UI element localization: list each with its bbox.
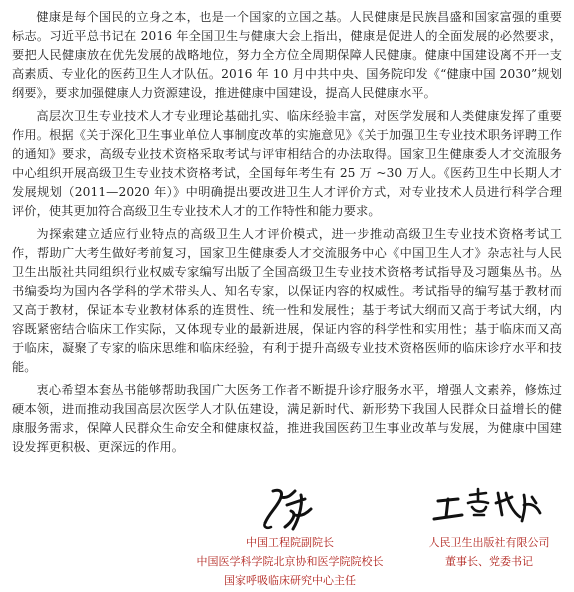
left-title-3: 国家呼吸临床研究中心主任 (224, 574, 356, 587)
paragraph: 衷心希望本套丛书能够帮助我国广大医务工作者不断提升诊疗服务水平，增强人文素养，修炼过硬本领，进而推动我国高层次医学人才队伍建设，满足新时代、新形势下我国人民群众日益增长的健康服务需求，保障人民群众生命安全和健康权益，推进我国医药卫生事业改革与发展，为健康中国建设发挥更积极、更深远的作用。 (12, 383, 562, 454)
handwritten-signature-right (424, 483, 554, 533)
paragraph: 高层次卫生专业技术人才专业理论基础扎实、临床经验丰富，对医学发展和人类健康发挥了重要作用。根据《关于深化卫生事业单位人事制度改革的实施意见》《关于加强卫生专业技术职务评聘工作的通知》要求，高级专业技术资格采取考试与评审相结合的办法取得。国家卫生健康委人才交流服务中心组织开展高级卫生专业技术资格考试，全国每年考生有 25 万 ~30 万人。《医药卫生中长期人才发展规划（2011—2020 年）》中明确提出要改进卫生人才评价方式，对专业技术人员进行科学合理评价，使其更加符合高级卫生专业技术人才的工作特性和能力要求。 (12, 109, 562, 218)
signature-area (0, 483, 574, 592)
right-title-1: 人民卫生出版社有限公司 (428, 536, 550, 549)
left-title-1: 中国工程院副院长 (246, 536, 334, 549)
signature-block-left (170, 483, 410, 590)
paragraph: 健康是每个国民的立身之本，也是一个国家的立国之基。人民健康是民族昌盛和国家富强的重要标志。习近平总书记在 2016 年全国卫生与健康大会上指出，健康是促进人的全面发展的必然要求，要把人民健康放在优先发展的战略地位，努力全方位全周期保障人民健康。健康中国建设离不开一支高素质、专业化的医药卫生人才队伍。2016 年 10 月中共中央、国务院印发《“健康中国 2030”规划纲要》，要求加强健康人力资源建设，推进健康中国建设，提高人民健康水平。 (12, 10, 562, 100)
paragraph: 为探索建立适应行业特点的高级卫生人才评价模式，进一步推动高级卫生专业技术资格考试工作，帮助广大考生做好考前复习，国家卫生健康委人才交流服务中心《中国卫生人才》杂志社与人民卫生出版社共同组织行业权威专家编写出版了全国高级卫生专业技术资格考试指导及习题集丛书。丛书编委均为国内各学科的学术带头人、知名专家，以保证内容的权威性。考试指导的编写基于教材而又高于教材，保证本专业教材体系的连贯性、统一性和发展性；基于考试大纲而又高于考试大纲，内容既紧密结合临床工作实际，又体现专业的最新进展，保证内容的科学性和实用性；基于临床而又高于临床，凝聚了专家的临床思维和临床经验，有利于提升高级专业技术资格医师的临床诊疗水平和技能。 (12, 227, 562, 374)
handwritten-signature-left (235, 483, 345, 533)
right-title-2: 董事长、党委书记 (445, 555, 533, 568)
left-title-2: 中国医学科学院北京协和医学院院校长 (196, 555, 384, 568)
signature-block-right (404, 483, 574, 571)
